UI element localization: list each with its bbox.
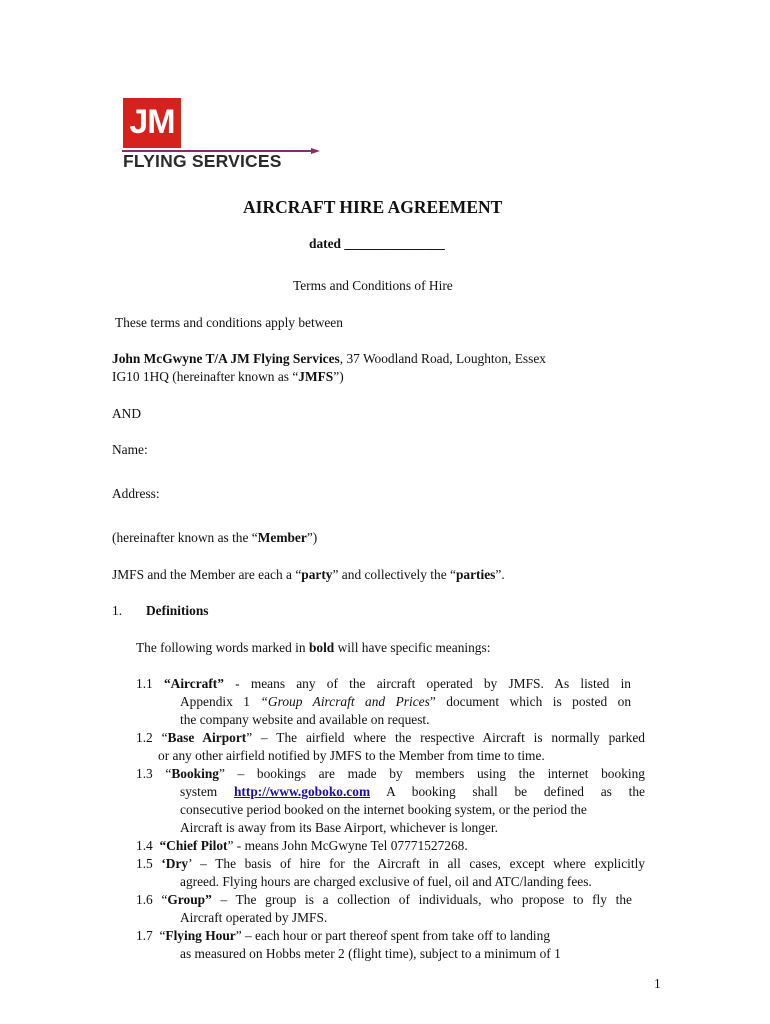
dated-line	[309, 236, 445, 252]
parties-text-e: ”.	[495, 567, 505, 582]
address-label: Address:	[112, 486, 160, 501]
party-term: party	[301, 567, 333, 582]
page-number: 1	[654, 976, 661, 991]
def-text: system	[180, 784, 234, 799]
def-1-2-line1	[136, 730, 645, 746]
def-number: 1.2	[136, 730, 153, 745]
def-1-7-line1	[136, 928, 550, 944]
subtitle: Terms and Conditions of Hire	[293, 278, 453, 293]
logo-company-name: FLYING SERVICES	[123, 151, 282, 171]
section-title	[146, 603, 209, 619]
def-1-3-line4: Aircraft is away from its Base Airport, whichever is longer.	[180, 820, 498, 835]
defs-intro-c: will have specific meanings:	[334, 640, 491, 655]
party1-line2	[112, 369, 344, 385]
def-1-7-line2: as measured on Hobbs meter 2 (flight time), subject to a minimum of 1	[180, 946, 561, 961]
parties-definition	[112, 567, 505, 583]
def-term: Booking	[171, 766, 219, 781]
member-text-c: ”)	[306, 530, 318, 545]
member-text-a: (hereinafter known as the “	[112, 530, 258, 545]
defs-intro-a: The following words marked in	[136, 640, 309, 655]
def-quote: “	[161, 730, 168, 745]
def-1-3-line1	[136, 766, 645, 782]
party1-address: , 37 Woodland Road, Loughton, Essex	[339, 351, 546, 366]
def-text: ” - means John McGwyne Tel 07771527268.	[227, 838, 468, 853]
def-1-3-line3: consecutive period booked on the internet booking system, or the period the	[180, 802, 587, 817]
def-1-6-line2: Aircraft operated by JMFS.	[180, 910, 328, 925]
logo-mark	[123, 98, 181, 148]
def-1-3-line2	[180, 784, 645, 800]
def-text: ” – each hour or part thereof spent from take off to landing	[235, 928, 551, 943]
member-term: Member	[257, 530, 307, 545]
logo-initials: JM	[129, 103, 175, 141]
parties-text-c: ” and collectively the “	[332, 567, 456, 582]
def-term: ‘Dry	[161, 856, 189, 871]
member-definition	[112, 530, 317, 546]
def-text: ” – The airfield where the respective Aircraft is normally parked	[246, 730, 645, 745]
def-text: Appendix 1	[180, 694, 261, 709]
def-1-1-line3: the company website and available on request.	[180, 712, 430, 727]
def-1-6-line1	[136, 892, 632, 908]
def-italic-text: “Group Aircraft and Prices	[260, 694, 430, 709]
def-number: 1.3	[136, 766, 153, 781]
def-text: ” – bookings are made by members using the internet booking	[218, 766, 645, 781]
and-text: AND	[112, 406, 142, 421]
def-term: Base Airport	[167, 730, 247, 745]
party1-line2-b: ”)	[333, 369, 344, 384]
def-1-1-line1	[136, 676, 631, 692]
section-number: 1.	[112, 603, 123, 618]
def-1-4-line1	[136, 838, 468, 854]
def-term: Flying Hour	[165, 928, 236, 943]
party1-name: John McGwyne T/A JM Flying Services	[112, 351, 340, 366]
party1-line2-a: IG10 1HQ (hereinafter known as “	[112, 369, 299, 384]
def-number: 1.6	[136, 892, 153, 907]
parties-text-a: JMFS and the Member are each a “	[112, 567, 302, 582]
def-number: 1.7	[136, 928, 153, 943]
section-title-text: Definitions	[146, 603, 209, 618]
def-term: “Aircraft”	[163, 676, 224, 691]
def-text: ” document which is posted on	[429, 694, 632, 709]
dated-label: dated	[309, 236, 341, 251]
intro-text: These terms and conditions apply between	[115, 315, 343, 330]
booking-system-link[interactable]: http://www.goboko.com	[233, 784, 371, 799]
name-label: Name:	[112, 442, 148, 457]
def-quote: “	[161, 892, 168, 907]
def-1-2-line2: or any other airfield notified by JMFS to the Member from time to time.	[158, 748, 545, 763]
document-title: AIRCRAFT HIRE AGREEMENT	[243, 197, 503, 217]
def-text: ’ – The basis of hire for the Aircraft in all cases, except where explicitly	[188, 856, 645, 871]
party1-line1	[112, 351, 546, 367]
def-term: Group”	[167, 892, 212, 907]
def-term: “Chief Pilot	[159, 838, 228, 853]
def-1-1-line2	[180, 694, 631, 710]
def-1-5-line1	[136, 856, 645, 872]
def-text: – The group is a collection of individuals, who propose to fly the	[211, 892, 632, 907]
defs-intro-bold: bold	[308, 640, 335, 655]
dated-blank: _______________	[344, 236, 445, 251]
definitions-intro	[136, 640, 490, 656]
parties-term: parties	[455, 567, 496, 582]
def-1-5-line2: agreed. Flying hours are charged exclusive of fuel, oil and ATC/landing fees.	[180, 874, 592, 889]
def-quote: “	[165, 766, 172, 781]
def-number: 1.5	[136, 856, 153, 871]
party1-short: JMFS	[298, 369, 334, 384]
def-number: 1.1	[136, 676, 153, 691]
def-number: 1.4	[136, 838, 153, 853]
def-text: - means any of the aircraft operated by JMFS. As listed in	[223, 676, 631, 691]
def-text: A booking shall be defined as the	[370, 784, 645, 799]
def-quote: “	[159, 928, 166, 943]
